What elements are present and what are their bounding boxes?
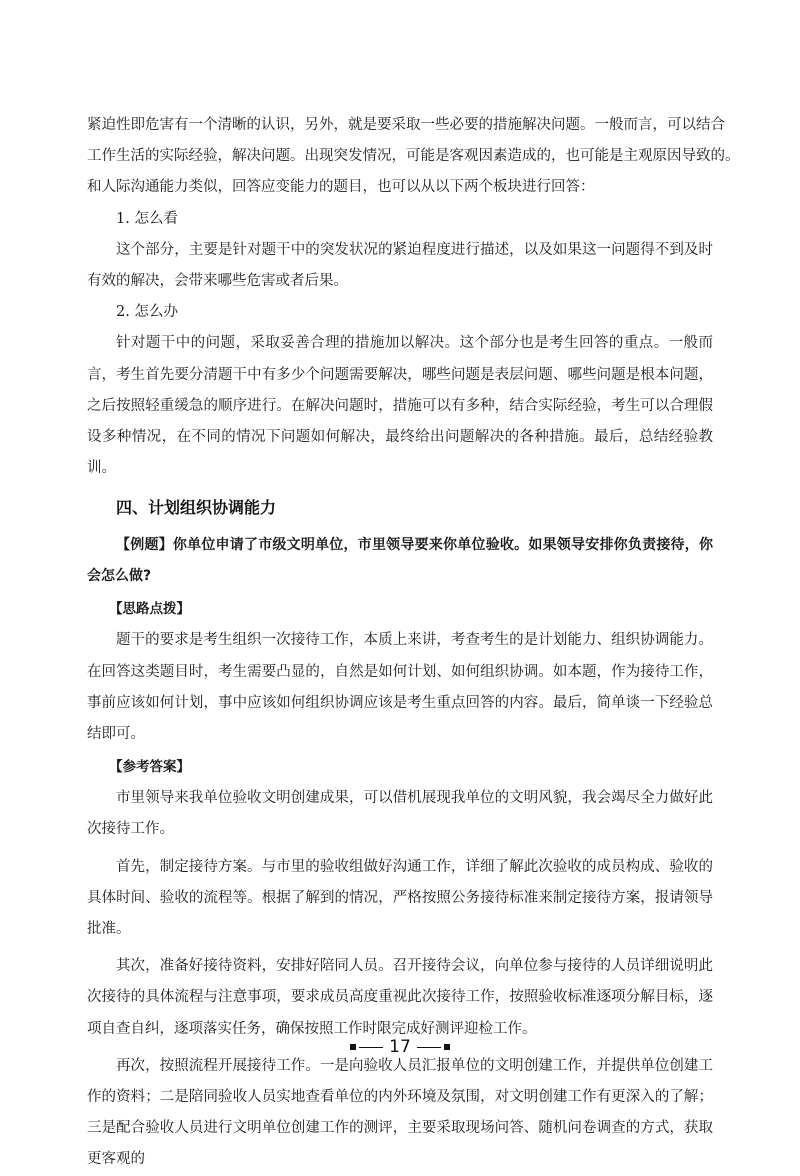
section1-text: 这个部分，主要是针对题干中的突发状况的紧迫程度进行描述，以及如果这一问题得不到及时有效的解决，会带来哪些危害或者后果。 [87,241,713,290]
page-number: 17 [389,1037,411,1057]
section-heading: 四、计划组织协调能力 [116,498,277,518]
intro-line-3: 和人际沟通能力类似，回答应变能力的题目，也可以从以下两个板块进行回答： [87,179,595,196]
document-page [87,110,740,1176]
footer-square-right [444,1044,450,1050]
answer-para-3: 其次，准备好接待资料，安排好陪同人员。召开接待会议，向单位参与接待的人员详细说明此次接待的具体流程与注意事项，要求成员高度重视此次接待工作，按照验收标准逐项分解目标，逐项自查自纠，逐项落实任务，确保按照工作时限完成好测评迎检工作。 [87,958,713,1037]
footer-square-left [350,1044,356,1050]
section2-text: 针对题干中的问题，采取妥善合理的措施加以解决。这个部分也是考生回答的重点。一般而言，考生首先要分清题干中有多少个问题需要解决，哪些问题是表层问题、哪些问题是根本问题，之后按照轻重缓急的顺序进行。在解决问题时，措施可以有多种，结合实际经验，考生可以合理假设多种情况，在不同的情况下问题如何解决，最终给出问题解决的各种措施。最后，总结经验教训。 [87,335,713,477]
answer-para-1: 市里领导来我单位验收文明创建成果，可以借机展现我单位的文明风貌，我会竭尽全力做好此次接待工作。 [87,790,713,838]
hint-label: 【思路点拨】 [109,601,190,618]
footer-dash-left [359,1047,383,1048]
section2-title: 2. 怎么办 [116,304,178,321]
answer-para-2: 首先，制定接待方案。与市里的验收组做好沟通工作，详细了解此次验收的成员构成、验收的具体时间、验收的流程等。根据了解到的情况，严格按照公务接待标准来制定接待方案，报请领导批准。 [87,858,713,938]
section1-title: 1. 怎么看 [116,210,178,227]
page-footer [0,1037,800,1057]
example-question: 【例题】你单位申请了市级文明单位，市里领导要来你单位验收。如果领导安排你负责接待，你会怎么做? [87,537,713,585]
footer-dash-right [417,1047,441,1048]
intro-line-1: 紧迫性即危害有一个清晰的认识，另外，就是要采取一些必要的措施解决问题。一般而言，可以结合 [87,117,725,133]
hint-text: 题干的要求是考生组织一次接待工作，本质上来讲，考查考生的是计划能力、组织协调能力。在回答这类题目时，考生需要凸显的，自然是如何计划、如何组织协调。如本题，作为接待工作，事前应该如何计划，事中应该如何组织协调应该是考生重点回答的内容。最后，简单谈一下经验总结即可。 [87,632,713,743]
answer-label: 【参考答案】 [109,759,190,776]
answer-para-4: 再次，按照流程开展接待工作。一是向验收人员汇报单位的文明创建工作，并提供单位创建工作的资料；二是陪同验收人员实地查看单位的内外环境及氛围，对文明创建工作有更深入的了解；三是配合验收人员进行文明单位创建工作的测评，主要采取现场问答、随机问卷调查的方式，获取更客观的 [87,1057,713,1168]
intro-line-2: 工作生活的实际经验，解决问题。出现突发情况，可能是客观因素造成的，也可能是主观原因导致的。 [87,148,740,165]
